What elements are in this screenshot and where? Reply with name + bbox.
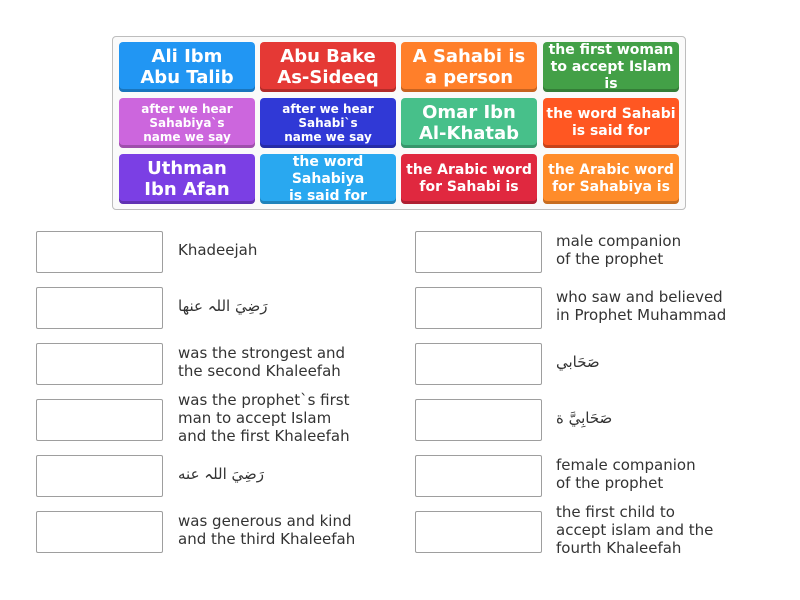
drop-zone-right-6[interactable] — [415, 511, 542, 553]
clue-left-6: was generous and kind and the third Khaleefah — [178, 512, 356, 548]
clue-left-4: was the prophet`s first man to accept Islam and the first Khaleefah — [178, 391, 350, 445]
tile-word-sahabiya[interactable]: the word Sahabiya is said for — [260, 154, 396, 204]
clue-left-2: رَضِيَ اللہ عنها — [178, 297, 268, 315]
tile-sahabi-person[interactable]: A Sahabi is a person — [401, 42, 537, 92]
tile-word-sahabi[interactable]: the word Sahabi is said for — [543, 98, 679, 148]
tile-ali[interactable]: Ali Ibm Abu Talib — [119, 42, 255, 92]
tile-after-sahabiya[interactable]: after we hear Sahabiya`s name we say — [119, 98, 255, 148]
clue-left-5: رَضِيَ اللہ عنه — [178, 465, 265, 483]
drop-zone-left-6[interactable] — [36, 511, 163, 553]
clue-right-6: the first child to accept islam and the fourth Khaleefah — [556, 503, 714, 557]
drop-zone-left-2[interactable] — [36, 287, 163, 329]
tile-arabic-sahabi[interactable]: the Arabic word for Sahabi is — [401, 154, 537, 204]
tile-first-woman[interactable]: the first woman to accept Islam is — [543, 42, 679, 92]
tile-bank — [112, 36, 686, 210]
drop-zone-left-3[interactable] — [36, 343, 163, 385]
drop-zone-right-2[interactable] — [415, 287, 542, 329]
tile-abu-bakr[interactable]: Abu Bake As-Sideeq — [260, 42, 396, 92]
drop-zone-left-1[interactable] — [36, 231, 163, 273]
drop-zone-right-4[interactable] — [415, 399, 542, 441]
tile-omar[interactable]: Omar Ibn Al-Khatab — [401, 98, 537, 148]
drop-zone-right-1[interactable] — [415, 231, 542, 273]
clue-right-4: صَحَابِيَّ ة — [556, 409, 613, 427]
drop-zone-left-5[interactable] — [36, 455, 163, 497]
clue-right-1: male companion of the prophet — [556, 232, 682, 268]
clue-left-3: was the strongest and the second Khaleefah — [178, 344, 346, 380]
drop-zone-left-4[interactable] — [36, 399, 163, 441]
tile-uthman[interactable]: Uthman Ibn Afan — [119, 154, 255, 204]
clue-right-5: female companion of the prophet — [556, 456, 696, 492]
tile-after-sahabi[interactable]: after we hear Sahabi`s name we say — [260, 98, 396, 148]
drop-zone-right-3[interactable] — [415, 343, 542, 385]
tile-arabic-sahabiya[interactable]: the Arabic word for Sahabiya is — [543, 154, 679, 204]
drop-zone-right-5[interactable] — [415, 455, 542, 497]
clue-right-2: who saw and believed in Prophet Muhammad — [556, 288, 727, 324]
clue-right-3: صَحَابي — [556, 353, 600, 371]
clue-left-1: Khadeejah — [178, 241, 258, 259]
